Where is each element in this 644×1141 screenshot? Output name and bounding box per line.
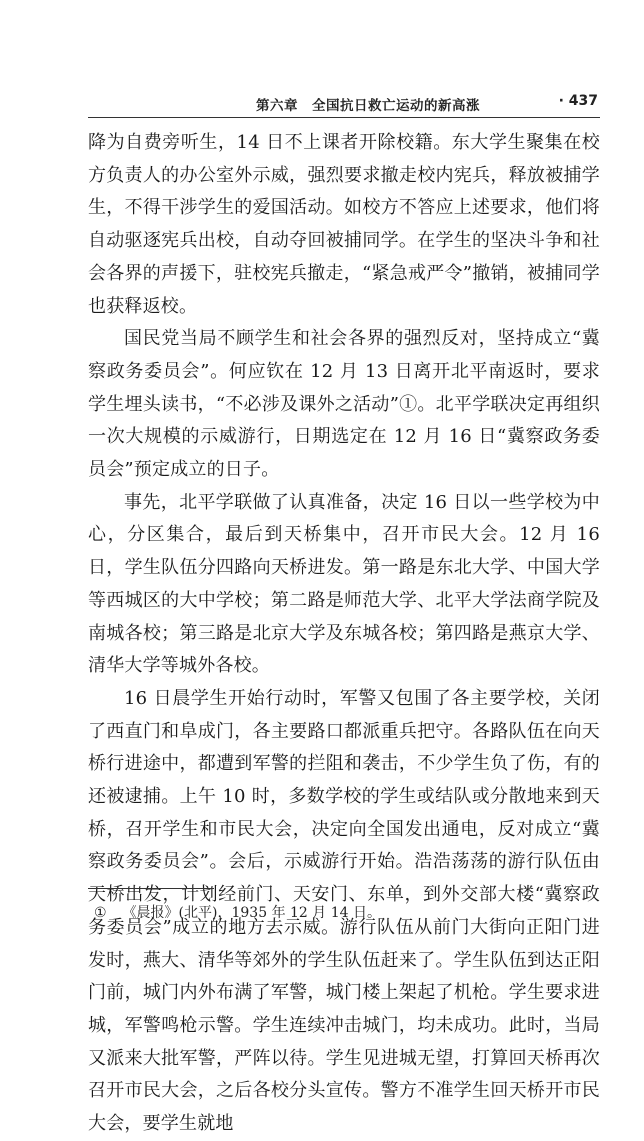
running-header <box>88 92 600 116</box>
paragraph-1: 降为自费旁听生，14 日不上课者开除校籍。东大学生聚集在校方负责人的办公室外示威，强烈要求撤走校内宪兵，释放被捕学生，不得干涉学生的爱国活动。如校方不答应上述要求，他们将自动驱逐宪兵出校，自动夺回被捕同学。在学生的坚决斗争和社会各界的声援下，驻校宪兵撤走，“紧急戒严令”撤销，被捕同学也获释返校。 <box>88 132 600 317</box>
header-rule <box>88 117 600 118</box>
paragraph-4: 16 日晨学生开始行动时，军警又包围了各主要学校，关闭了西直门和阜成门，各主要路口都派重兵把守。各路队伍在向天桥行进途中，都遭到军警的拦阻和袭击，不少学生负了伤，有的还被逮捕。上午 10 时，多数学校的学生或结队或分散地来到天桥，召开学生和市民大会，决定向全国发出通电，反对成立“冀察政务委员会”。会后，示威游行开始。浩浩荡荡的游行队伍由天桥出发，计划经前门、天安门、东单，到外交部大楼“冀察政务委员会”成立的地方去示威。游行队伍从前门大街向正阳门进发时，燕大、清华等郊外的学生队伍赶来了。学生队伍到达正阳门前，城门内外布满了军警，城门楼上架起了机枪。学生要求进城，军警鸣枪示警。学生连续冲击城门，均未成功。此时，当局又派来大批军警，严阵以待。学生见进城无望，打算回天桥再次召开市民大会，之后各校分头宣传。警方不准学生回天桥开市民大会，要学生就地 <box>88 687 600 1135</box>
footnote-rule <box>88 888 214 889</box>
paragraph-2: 国民党当局不顾学生和社会各界的强烈反对，坚持成立“冀察政务委员会”。何应钦在 12 月 13 日离开北平南返时，要求学生埋头读书，“不必涉及课外之活动”①。北平学联决定再组织一次大规模的示威游行，日期选定在 12 月 16 日“冀察政务委员会”预定成立的日子。 <box>88 328 600 481</box>
chapter-title: 第六章 全国抗日救亡运动的新高涨 <box>256 98 480 114</box>
paragraph-3: 事先，北平学联做了认真准备，决定 16 日以一些学校为中心，分区集合，最后到天桥集中，召开市民大会。12 月 16 日，学生队伍分四路向天桥进发。第一路是东北大学、中国大学等西城区的大中学校；第二路是师范大学、北平大学法商学院及南城各校；第三路是北京大学及东城各校；第四路是燕京大学、清华大学等城外各校。 <box>88 491 600 677</box>
footnote-marker: ① <box>94 905 107 921</box>
footnote <box>94 903 594 923</box>
page-number: · 437 <box>558 93 598 109</box>
body-text <box>88 127 600 1141</box>
footnote-text: 《晨报》(北平)，1935 年 12 月 14 日。 <box>122 905 381 921</box>
